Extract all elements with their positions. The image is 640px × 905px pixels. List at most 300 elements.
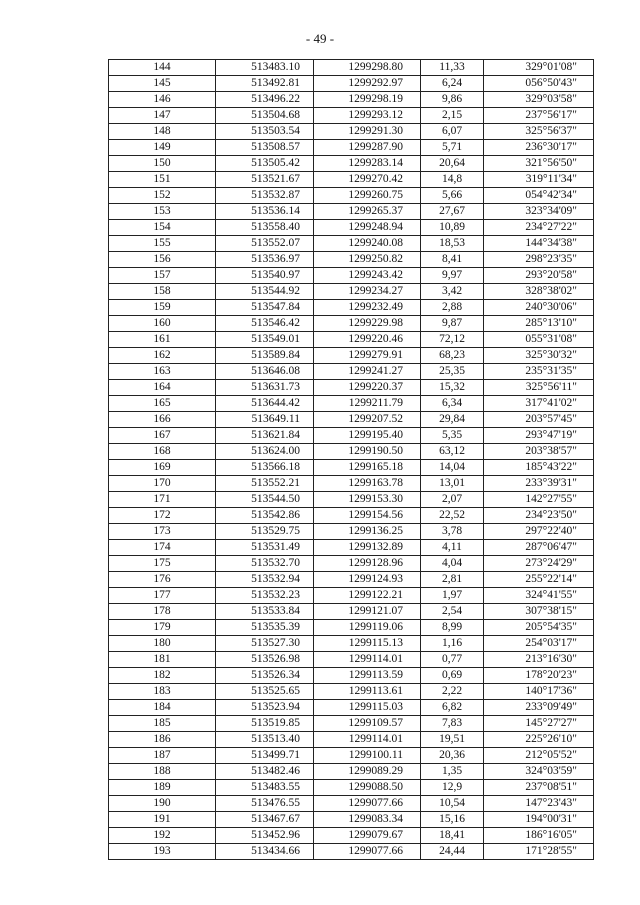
bearing-cell: 212°05'52": [484, 748, 594, 764]
table-row: [109, 764, 594, 780]
bearing-cell: 233°09'49": [484, 700, 594, 716]
table-row: [109, 364, 594, 380]
y-coordinate-cell: 1299122.21: [314, 588, 421, 604]
bearing-cell: 307°38'15": [484, 604, 594, 620]
point-number-cell: 152: [109, 188, 216, 204]
bearing-cell: 185°43'22": [484, 460, 594, 476]
table-row: [109, 76, 594, 92]
bearing-cell: 321°56'50": [484, 156, 594, 172]
bearing-cell: 319°11'34": [484, 172, 594, 188]
y-coordinate-cell: 1299229.98: [314, 316, 421, 332]
bearing-cell: 297°22'40": [484, 524, 594, 540]
y-coordinate-cell: 1299232.49: [314, 300, 421, 316]
point-number-cell: 167: [109, 428, 216, 444]
distance-cell: 2,81: [421, 572, 484, 588]
point-number-cell: 173: [109, 524, 216, 540]
table-row: [109, 252, 594, 268]
table-row: [109, 492, 594, 508]
x-coordinate-cell: 513504.68: [216, 108, 314, 124]
bearing-cell: 325°30'32": [484, 348, 594, 364]
table-row: [109, 140, 594, 156]
distance-cell: 18,53: [421, 236, 484, 252]
distance-cell: 19,51: [421, 732, 484, 748]
x-coordinate-cell: 513523.94: [216, 700, 314, 716]
y-coordinate-cell: 1299265.37: [314, 204, 421, 220]
y-coordinate-cell: 1299243.42: [314, 268, 421, 284]
table-row: [109, 380, 594, 396]
point-number-cell: 158: [109, 284, 216, 300]
table-row: [109, 92, 594, 108]
y-coordinate-cell: 1299293.12: [314, 108, 421, 124]
x-coordinate-cell: 513499.71: [216, 748, 314, 764]
point-number-cell: 149: [109, 140, 216, 156]
x-coordinate-cell: 513532.23: [216, 588, 314, 604]
bearing-cell: 194°00'31": [484, 812, 594, 828]
table-row: [109, 700, 594, 716]
bearing-cell: 293°47'19": [484, 428, 594, 444]
bearing-cell: 205°54'35": [484, 620, 594, 636]
point-number-cell: 148: [109, 124, 216, 140]
table-row: [109, 284, 594, 300]
table-row: [109, 812, 594, 828]
y-coordinate-cell: 1299113.61: [314, 684, 421, 700]
table-row: [109, 668, 594, 684]
point-number-cell: 184: [109, 700, 216, 716]
x-coordinate-cell: 513536.97: [216, 252, 314, 268]
y-coordinate-cell: 1299241.27: [314, 364, 421, 380]
table-row: [109, 108, 594, 124]
point-number-cell: 180: [109, 636, 216, 652]
y-coordinate-cell: 1299292.97: [314, 76, 421, 92]
table-row: [109, 844, 594, 860]
distance-cell: 25,35: [421, 364, 484, 380]
x-coordinate-cell: 513558.40: [216, 220, 314, 236]
distance-cell: 4,11: [421, 540, 484, 556]
x-coordinate-cell: 513467.67: [216, 812, 314, 828]
bearing-cell: 329°03'58": [484, 92, 594, 108]
point-number-cell: 181: [109, 652, 216, 668]
point-number-cell: 189: [109, 780, 216, 796]
distance-cell: 6,34: [421, 396, 484, 412]
bearing-cell: 293°20'58": [484, 268, 594, 284]
table-row: [109, 428, 594, 444]
point-number-cell: 191: [109, 812, 216, 828]
table-row: [109, 796, 594, 812]
bearing-cell: 142°27'55": [484, 492, 594, 508]
y-coordinate-cell: 1299128.96: [314, 556, 421, 572]
x-coordinate-cell: 513542.86: [216, 508, 314, 524]
distance-cell: 5,71: [421, 140, 484, 156]
table-row: [109, 236, 594, 252]
y-coordinate-cell: 1299124.93: [314, 572, 421, 588]
y-coordinate-cell: 1299207.52: [314, 412, 421, 428]
coordinates-table: [108, 59, 594, 860]
bearing-cell: 234°27'22": [484, 220, 594, 236]
table-row: [109, 460, 594, 476]
x-coordinate-cell: 513547.84: [216, 300, 314, 316]
y-coordinate-cell: 1299077.66: [314, 796, 421, 812]
bearing-cell: 273°24'29": [484, 556, 594, 572]
x-coordinate-cell: 513544.92: [216, 284, 314, 300]
y-coordinate-cell: 1299240.08: [314, 236, 421, 252]
point-number-cell: 177: [109, 588, 216, 604]
distance-cell: 11,33: [421, 60, 484, 76]
point-number-cell: 169: [109, 460, 216, 476]
point-number-cell: 160: [109, 316, 216, 332]
point-number-cell: 170: [109, 476, 216, 492]
y-coordinate-cell: 1299136.25: [314, 524, 421, 540]
y-coordinate-cell: 1299298.80: [314, 60, 421, 76]
table-row: [109, 780, 594, 796]
point-number-cell: 159: [109, 300, 216, 316]
table-row: [109, 636, 594, 652]
x-coordinate-cell: 513589.84: [216, 348, 314, 364]
point-number-cell: 146: [109, 92, 216, 108]
y-coordinate-cell: 1299248.94: [314, 220, 421, 236]
bearing-cell: 255°22'14": [484, 572, 594, 588]
table-row: [109, 652, 594, 668]
table-row: [109, 588, 594, 604]
table-row: [109, 476, 594, 492]
distance-cell: 7,83: [421, 716, 484, 732]
table-row: [109, 524, 594, 540]
point-number-cell: 155: [109, 236, 216, 252]
table-row: [109, 412, 594, 428]
distance-cell: 2,07: [421, 492, 484, 508]
point-number-cell: 161: [109, 332, 216, 348]
distance-cell: 9,86: [421, 92, 484, 108]
point-number-cell: 156: [109, 252, 216, 268]
y-coordinate-cell: 1299190.50: [314, 444, 421, 460]
point-number-cell: 182: [109, 668, 216, 684]
y-coordinate-cell: 1299113.59: [314, 668, 421, 684]
point-number-cell: 150: [109, 156, 216, 172]
x-coordinate-cell: 513624.00: [216, 444, 314, 460]
table-row: [109, 124, 594, 140]
distance-cell: 10,54: [421, 796, 484, 812]
point-number-cell: 147: [109, 108, 216, 124]
distance-cell: 2,88: [421, 300, 484, 316]
x-coordinate-cell: 513566.18: [216, 460, 314, 476]
x-coordinate-cell: 513503.54: [216, 124, 314, 140]
point-number-cell: 164: [109, 380, 216, 396]
bearing-cell: 235°31'35": [484, 364, 594, 380]
table-row: [109, 748, 594, 764]
y-coordinate-cell: 1299270.42: [314, 172, 421, 188]
x-coordinate-cell: 513492.81: [216, 76, 314, 92]
distance-cell: 24,44: [421, 844, 484, 860]
table-row: [109, 172, 594, 188]
distance-cell: 14,04: [421, 460, 484, 476]
bearing-cell: 285°13'10": [484, 316, 594, 332]
bearing-cell: 203°38'57": [484, 444, 594, 460]
bearing-cell: 317°41'02": [484, 396, 594, 412]
distance-cell: 13,01: [421, 476, 484, 492]
x-coordinate-cell: 513540.97: [216, 268, 314, 284]
point-number-cell: 165: [109, 396, 216, 412]
bearing-cell: 054°42'34": [484, 188, 594, 204]
y-coordinate-cell: 1299114.01: [314, 732, 421, 748]
y-coordinate-cell: 1299283.14: [314, 156, 421, 172]
table-row: [109, 684, 594, 700]
y-coordinate-cell: 1299250.82: [314, 252, 421, 268]
x-coordinate-cell: 513526.34: [216, 668, 314, 684]
y-coordinate-cell: 1299234.27: [314, 284, 421, 300]
x-coordinate-cell: 513532.87: [216, 188, 314, 204]
y-coordinate-cell: 1299211.79: [314, 396, 421, 412]
table-row: [109, 60, 594, 76]
y-coordinate-cell: 1299114.01: [314, 652, 421, 668]
point-number-cell: 166: [109, 412, 216, 428]
distance-cell: 29,84: [421, 412, 484, 428]
distance-cell: 63,12: [421, 444, 484, 460]
y-coordinate-cell: 1299220.46: [314, 332, 421, 348]
table-row: [109, 332, 594, 348]
x-coordinate-cell: 513529.75: [216, 524, 314, 540]
x-coordinate-cell: 513483.10: [216, 60, 314, 76]
y-coordinate-cell: 1299220.37: [314, 380, 421, 396]
point-number-cell: 154: [109, 220, 216, 236]
x-coordinate-cell: 513621.84: [216, 428, 314, 444]
y-coordinate-cell: 1299163.78: [314, 476, 421, 492]
distance-cell: 8,41: [421, 252, 484, 268]
x-coordinate-cell: 513644.42: [216, 396, 314, 412]
point-number-cell: 168: [109, 444, 216, 460]
x-coordinate-cell: 513483.55: [216, 780, 314, 796]
table-row: [109, 300, 594, 316]
table-row: [109, 316, 594, 332]
y-coordinate-cell: 1299298.19: [314, 92, 421, 108]
x-coordinate-cell: 513525.65: [216, 684, 314, 700]
x-coordinate-cell: 513434.66: [216, 844, 314, 860]
point-number-cell: 172: [109, 508, 216, 524]
point-number-cell: 157: [109, 268, 216, 284]
distance-cell: 20,64: [421, 156, 484, 172]
y-coordinate-cell: 1299287.90: [314, 140, 421, 156]
table-row: [109, 268, 594, 284]
point-number-cell: 144: [109, 60, 216, 76]
x-coordinate-cell: 513536.14: [216, 204, 314, 220]
table-row: [109, 156, 594, 172]
x-coordinate-cell: 513546.42: [216, 316, 314, 332]
x-coordinate-cell: 513452.96: [216, 828, 314, 844]
point-number-cell: 190: [109, 796, 216, 812]
distance-cell: 0,77: [421, 652, 484, 668]
bearing-cell: 171°28'55": [484, 844, 594, 860]
point-number-cell: 163: [109, 364, 216, 380]
table-row: [109, 444, 594, 460]
x-coordinate-cell: 513513.40: [216, 732, 314, 748]
point-number-cell: 186: [109, 732, 216, 748]
point-number-cell: 171: [109, 492, 216, 508]
x-coordinate-cell: 513646.08: [216, 364, 314, 380]
y-coordinate-cell: 1299260.75: [314, 188, 421, 204]
table-row: [109, 508, 594, 524]
distance-cell: 18,41: [421, 828, 484, 844]
x-coordinate-cell: 513531.49: [216, 540, 314, 556]
x-coordinate-cell: 513552.21: [216, 476, 314, 492]
distance-cell: 2,15: [421, 108, 484, 124]
x-coordinate-cell: 513544.50: [216, 492, 314, 508]
distance-cell: 5,35: [421, 428, 484, 444]
table-row: [109, 188, 594, 204]
y-coordinate-cell: 1299079.67: [314, 828, 421, 844]
y-coordinate-cell: 1299279.91: [314, 348, 421, 364]
distance-cell: 22,52: [421, 508, 484, 524]
bearing-cell: 056°50'43": [484, 76, 594, 92]
x-coordinate-cell: 513505.42: [216, 156, 314, 172]
distance-cell: 3,78: [421, 524, 484, 540]
distance-cell: 6,24: [421, 76, 484, 92]
bearing-cell: 186°16'05": [484, 828, 594, 844]
distance-cell: 0,69: [421, 668, 484, 684]
bearing-cell: 147°23'43": [484, 796, 594, 812]
table-row: [109, 220, 594, 236]
distance-cell: 8,99: [421, 620, 484, 636]
x-coordinate-cell: 513631.73: [216, 380, 314, 396]
table-row: [109, 540, 594, 556]
distance-cell: 15,32: [421, 380, 484, 396]
distance-cell: 9,97: [421, 268, 484, 284]
point-number-cell: 145: [109, 76, 216, 92]
point-number-cell: 151: [109, 172, 216, 188]
point-number-cell: 178: [109, 604, 216, 620]
distance-cell: 15,16: [421, 812, 484, 828]
distance-cell: 1,35: [421, 764, 484, 780]
y-coordinate-cell: 1299089.29: [314, 764, 421, 780]
table-row: [109, 572, 594, 588]
y-coordinate-cell: 1299077.66: [314, 844, 421, 860]
x-coordinate-cell: 513519.85: [216, 716, 314, 732]
table-row: [109, 204, 594, 220]
bearing-cell: 254°03'17": [484, 636, 594, 652]
distance-cell: 10,89: [421, 220, 484, 236]
distance-cell: 14,8: [421, 172, 484, 188]
distance-cell: 68,23: [421, 348, 484, 364]
point-number-cell: 175: [109, 556, 216, 572]
bearing-cell: 236°30'17": [484, 140, 594, 156]
x-coordinate-cell: 513535.39: [216, 620, 314, 636]
x-coordinate-cell: 513476.55: [216, 796, 314, 812]
bearing-cell: 240°30'06": [484, 300, 594, 316]
point-number-cell: 153: [109, 204, 216, 220]
bearing-cell: 145°27'27": [484, 716, 594, 732]
table-row: [109, 348, 594, 364]
bearing-cell: 237°56'17": [484, 108, 594, 124]
y-coordinate-cell: 1299083.34: [314, 812, 421, 828]
bearing-cell: 323°34'09": [484, 204, 594, 220]
distance-cell: 72,12: [421, 332, 484, 348]
point-number-cell: 185: [109, 716, 216, 732]
bearing-cell: 144°34'38": [484, 236, 594, 252]
point-number-cell: 193: [109, 844, 216, 860]
bearing-cell: 325°56'11": [484, 380, 594, 396]
distance-cell: 6,07: [421, 124, 484, 140]
distance-cell: 20,36: [421, 748, 484, 764]
bearing-cell: 298°23'35": [484, 252, 594, 268]
point-number-cell: 162: [109, 348, 216, 364]
bearing-cell: 329°01'08": [484, 60, 594, 76]
bearing-cell: 287°06'47": [484, 540, 594, 556]
x-coordinate-cell: 513508.57: [216, 140, 314, 156]
point-number-cell: 179: [109, 620, 216, 636]
distance-cell: 27,67: [421, 204, 484, 220]
y-coordinate-cell: 1299195.40: [314, 428, 421, 444]
distance-cell: 6,82: [421, 700, 484, 716]
bearing-cell: 213°16'30": [484, 652, 594, 668]
bearing-cell: 237°08'51": [484, 780, 594, 796]
x-coordinate-cell: 513533.84: [216, 604, 314, 620]
bearing-cell: 055°31'08": [484, 332, 594, 348]
point-number-cell: 183: [109, 684, 216, 700]
point-number-cell: 176: [109, 572, 216, 588]
x-coordinate-cell: 513649.11: [216, 412, 314, 428]
table-row: [109, 828, 594, 844]
distance-cell: 3,42: [421, 284, 484, 300]
x-coordinate-cell: 513532.94: [216, 572, 314, 588]
y-coordinate-cell: 1299119.06: [314, 620, 421, 636]
y-coordinate-cell: 1299291.30: [314, 124, 421, 140]
distance-cell: 2,54: [421, 604, 484, 620]
distance-cell: 5,66: [421, 188, 484, 204]
distance-cell: 1,97: [421, 588, 484, 604]
distance-cell: 1,16: [421, 636, 484, 652]
distance-cell: 4,04: [421, 556, 484, 572]
point-number-cell: 187: [109, 748, 216, 764]
coordinates-table-body: [109, 60, 594, 860]
y-coordinate-cell: 1299100.11: [314, 748, 421, 764]
x-coordinate-cell: 513496.22: [216, 92, 314, 108]
distance-cell: 12,9: [421, 780, 484, 796]
point-number-cell: 188: [109, 764, 216, 780]
x-coordinate-cell: 513532.70: [216, 556, 314, 572]
x-coordinate-cell: 513526.98: [216, 652, 314, 668]
y-coordinate-cell: 1299132.89: [314, 540, 421, 556]
bearing-cell: 233°39'31": [484, 476, 594, 492]
y-coordinate-cell: 1299165.18: [314, 460, 421, 476]
bearing-cell: 225°26'10": [484, 732, 594, 748]
y-coordinate-cell: 1299115.13: [314, 636, 421, 652]
page-number: - 49 -: [305, 31, 335, 46]
bearing-cell: 325°56'37": [484, 124, 594, 140]
distance-cell: 9,87: [421, 316, 484, 332]
point-number-cell: 174: [109, 540, 216, 556]
table-row: [109, 604, 594, 620]
y-coordinate-cell: 1299109.57: [314, 716, 421, 732]
table-row: [109, 556, 594, 572]
table-row: [109, 716, 594, 732]
point-number-cell: 192: [109, 828, 216, 844]
table-row: [109, 732, 594, 748]
table-row: [109, 620, 594, 636]
bearing-cell: 328°38'02": [484, 284, 594, 300]
y-coordinate-cell: 1299121.07: [314, 604, 421, 620]
bearing-cell: 178°20'23": [484, 668, 594, 684]
y-coordinate-cell: 1299154.56: [314, 508, 421, 524]
x-coordinate-cell: 513552.07: [216, 236, 314, 252]
bearing-cell: 324°41'55": [484, 588, 594, 604]
y-coordinate-cell: 1299115.03: [314, 700, 421, 716]
x-coordinate-cell: 513527.30: [216, 636, 314, 652]
bearing-cell: 234°23'50": [484, 508, 594, 524]
x-coordinate-cell: 513482.46: [216, 764, 314, 780]
y-coordinate-cell: 1299088.50: [314, 780, 421, 796]
distance-cell: 2,22: [421, 684, 484, 700]
bearing-cell: 324°03'59": [484, 764, 594, 780]
y-coordinate-cell: 1299153.30: [314, 492, 421, 508]
x-coordinate-cell: 513549.01: [216, 332, 314, 348]
bearing-cell: 203°57'45": [484, 412, 594, 428]
